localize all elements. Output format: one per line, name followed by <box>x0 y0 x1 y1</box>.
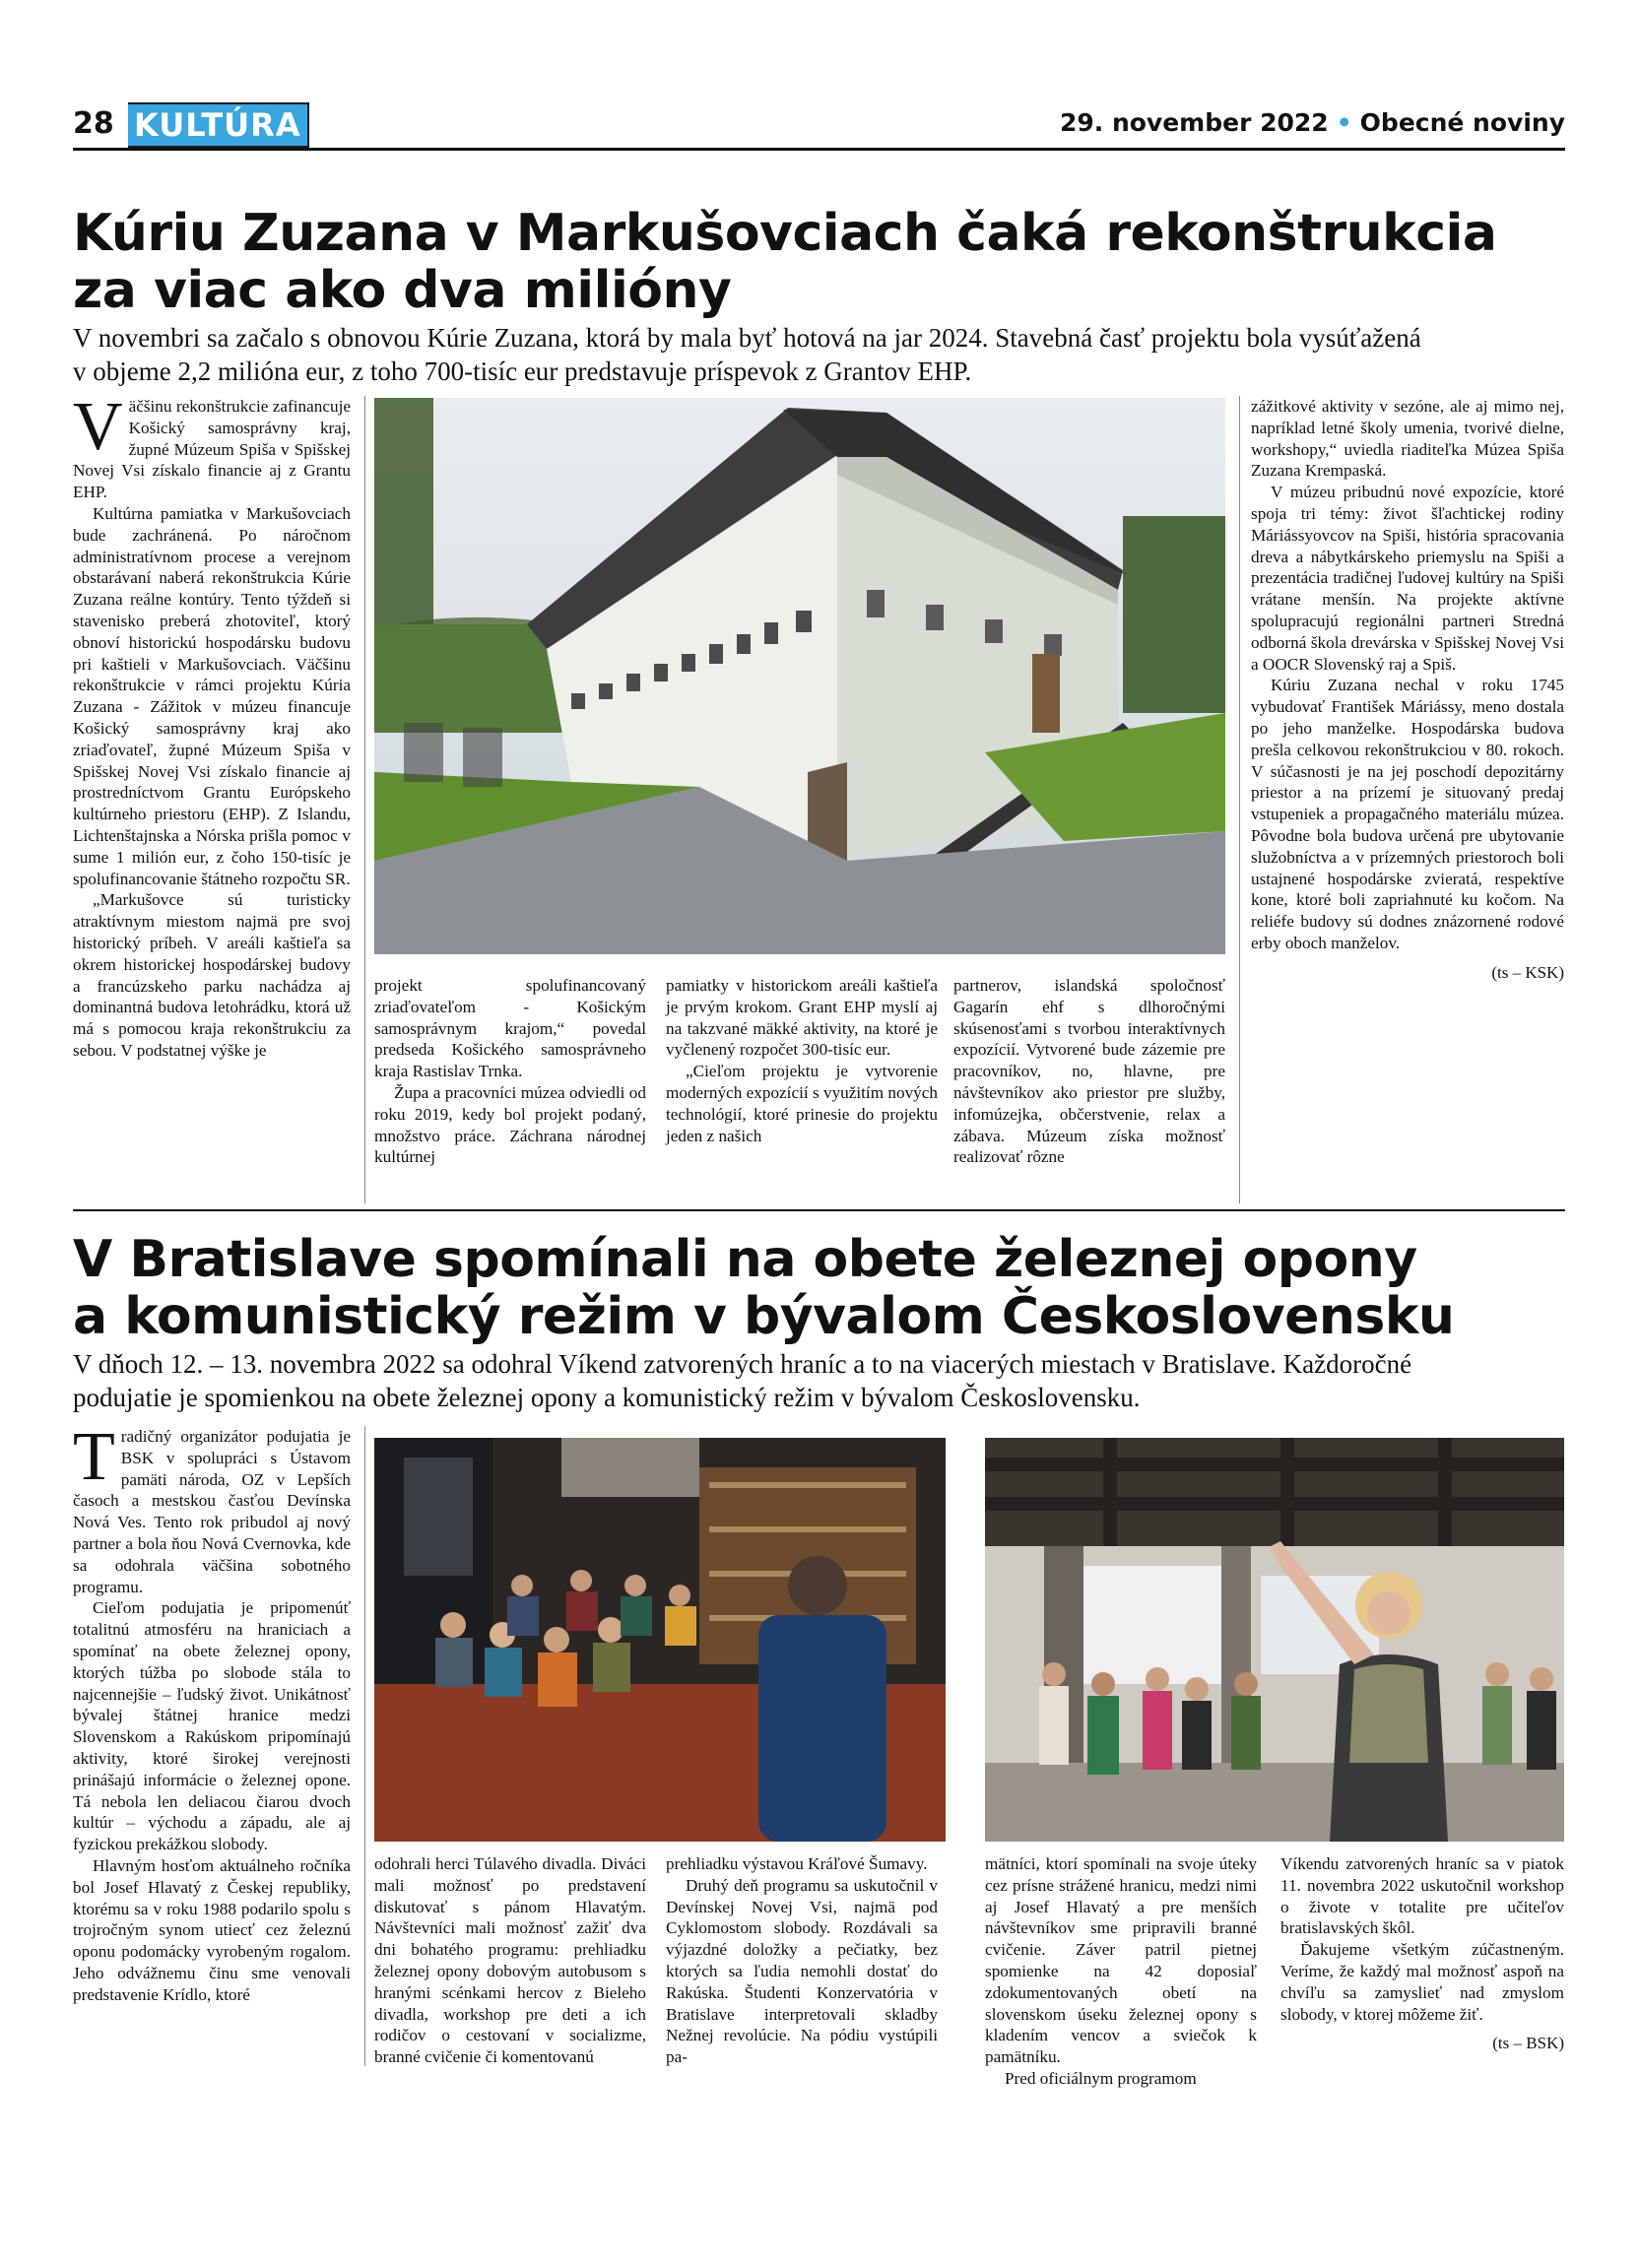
article1-column-1 <box>73 389 351 1062</box>
article2-photo-audience <box>374 1438 946 1842</box>
publication-name: Obecné noviny <box>1359 108 1565 137</box>
article1-paragraph: zážitkové aktivity v sezóne, ale aj mimo nej, napríklad letné školy umenia, tvorivé dielne, workshopy,“ uviedla riaditeľka Múzea Spiša Zuzana Krempaská. <box>1251 397 1564 481</box>
article2-column-5 <box>1280 1853 1564 2054</box>
article2-paragraph: radičný organizátor podujatia je BSK v spolupráci s Ústavom pamäti národa, OZ v Lepších časoch a mestskou časťou Devínska Nová Ves. Tento rok pribudol aj nový partner a bola ňou Nová Cvernovka, kde sa odohrala väčšina sobotného programu. <box>73 1427 351 1596</box>
audience-photo <box>374 1438 946 1842</box>
article2-paragraph: Druhý deň programu sa uskutočnil v Devínskej Novej Vsi, najmä pod Cyklomostom slobody. Rozdávali sa výjazdné doložky a pečiatky, bez ktorých sa ľudia nemohli dostať do Rakúska. Študenti Konzervatória v Bratislave interpretovali skladby Nežnej revolúcie. Na pódiu vystúpili pa- <box>666 1875 938 2067</box>
article2-drop-cap: T <box>73 1419 115 1495</box>
article1-paragraph: V múzeu pribudnú nové expozície, ktoré spoja tri témy: život šľachtickej rodiny Máriássyovcov na Spiši, história spracovania dreva a nábytkárskeho priemyslu na Spiši a prezentácia tradičnej ľudovej kultúry na Spiši vrátane menšín. Na projekte aktívne spolupracujú regionálni partneri Stredná odborná škola drevárska v Spišskej Novej Vsi a OOCR Slovenský raj a Spiš. <box>1251 483 1564 674</box>
article1-headline <box>73 205 1565 319</box>
article1-drop-cap: V <box>73 389 123 465</box>
article1-paragraph: „Cieľom projektu je vytvorenie moderných expozícií s využitím nových technológií, ktoré prinesie do projektu jeden z našich <box>666 1062 938 1145</box>
article2-column-2 <box>374 1853 646 2068</box>
article2-title-line1: V Bratislave spomínali na obete železnej opony <box>73 1230 1417 1289</box>
article2-column-4 <box>985 1853 1257 2090</box>
article2-column-3 <box>666 1853 938 2068</box>
article2-title-line2: a komunistický režim v bývalom Československu <box>73 1287 1455 1346</box>
column-divider <box>1239 396 1240 1203</box>
article2-column-1 <box>73 1419 351 2006</box>
building-photo <box>374 398 1225 954</box>
article1-paragraph: Župa a pracovníci múzea odviedli od roku 2019, kedy bol projekt podaný, množstvo práce. Záchrana národnej kultúrnej <box>374 1082 646 1167</box>
article1-title-line1: Kúriu Zuzana v Markušovciach čaká rekonštrukcia <box>73 204 1497 263</box>
article1-paragraph: pamiatky v historickom areáli kaštieľa je prvým krokom. Grant EHP myslí aj na takzvané mäkké aktivity, na ktoré je vyčlenený rozpočet 300-tisíc eur. <box>666 976 938 1060</box>
dateline-separator: • <box>1336 108 1352 137</box>
article1-paragraph: Kúriu Zuzana nechal v roku 1745 vybudovať František Máriássy, meno dostala po jeho manželke. Hospodárska budova prešla celkovou rekonštrukciou v 80. rokoch. V súčasnosti je na jej poschodí depozitárny priestor a na prízemí je situovaný predaj vstupeniek a propagačného materiálu múzea. Pôvodne bola budova určená pre ubytovanie služobníctva a v prízemných priestoroch boli ustajnené hospodárske zvieratá, respektíve kone, ktoré boli zapriahnuté ku kočom. Na reliéfe budovy sú dodnes znázornené rodové erby oboch manželov. <box>1251 676 1564 952</box>
article1-column-3 <box>666 975 938 1146</box>
article1-paragraph: Kultúrna pamiatka v Markušovciach bude zachránená. Po náročnom administratívnom procese a verejnom obstarávaní naberá rekonštrukcia Kúrie Zuzana reálne kontúry. Tento týždeň si stavenisko preberá zhotoviteľ, ktorý obnoví historickú hospodársku budovu pri kaštieli v Markušovciach. Väčšinu rekonštrukcie v rámci projektu Kúria Zuzana - Zážitok v múzeu financuje Košický samosprávny kraj ako zriaďovateľ, župné Múzeum Spiša v Spišskej Novej Vsi získalo financie aj prostredníctvom Grantu Európskeho kultúrneho priestoru (EHP). Z Islandu, Lichtenštajnska a Nórska prišla pomoc v sume 1 milión eur, z čoho 150-tisíc je spolufinancovanie štátneho rozpočtu SR. <box>73 503 351 888</box>
article1-paragraph: partnerov, islandská spoločnosť Gagarín ehf s dlhoročnými skúsenosťami s tvorbou interaktívnych expozícií. Vytvorené bude zázemie pre pracovníkov, no, hlavne, pre návštevníkov ako priestor pre služby, infomúzejka, občerstvenie, relax a zábava. Múzeum získa možnosť realizovať rôzne <box>953 976 1225 1167</box>
article1-paragraph: äčšinu rekonštrukcie zafinancuje Košický samosprávny kraj, župné Múzeum Spiša v Spišskej Novej Vsi získalo financie aj z Grantu EHP. <box>73 397 351 502</box>
article1-photo-kuria-zuzana <box>374 398 1225 954</box>
article2-headline <box>73 1231 1565 1345</box>
article1-column-2 <box>374 975 646 1168</box>
article-separator <box>73 1209 1565 1211</box>
performance-photo <box>985 1438 1564 1842</box>
article2-photo-performance <box>985 1438 1564 1842</box>
article1-column-4 <box>953 975 1225 1168</box>
article2-paragraph: Cieľom podujatia je pripomenúť totalitnú atmosféru na hraniciach a spomínať na obete železnej opony, ktorých túžba po slobode stála to najcennejšie – ľudský život. Unikátnosť bývalej štátnej hranice medzi Slovenskom a Rakúskom pripomínajú aktivity, ktoré širokej verejnosti prinášajú informácie o železnej opone. Tá nebola len deliacou čiarou dvoch kultúr – východu a západu, ale aj fyzickou prekážkou slobody. <box>73 1598 351 1854</box>
article2-lead-line2: podujatie je spomienkou na obete železnej opony a komunistický režim v bývalom Československu. <box>73 1383 1141 1412</box>
article2-paragraph: odohrali herci Túlavého divadla. Diváci mali možnosť po predstavení diskutovať s pánom Hlavatým. Návštevníci mali možnosť zažiť dva dni bohatého programu: prehliadku železnej opony dobovým autobusom s hranými scénkami hercov z Bieleho divadla, workshop pre deti a ich rodičov o cestovaní v socializme, branné cvičenie či komentovanú <box>374 1854 646 2067</box>
section-label: KULTÚRA <box>128 102 309 148</box>
article2-paragraph: mätníci, ktorí spomínali na svoje úteky cez prísne strážené hranicu, medzi nimi aj Josef Hlavatý a pre menších návštevníkov sme pripravili branné cvičenie. Záver patril pietnej spomienke na 42 doposiaľ zdokumentovaných obetí na slovenskom úseku železnej opony s kladením vencov a sviečok k pamätníku. <box>985 1854 1257 2067</box>
article2-paragraph: Víkendu zatvorených hraníc sa v piatok 11. novembra 2022 uskutočnil workshop o živote v totalite pre učiteľov bratislavských škôl. <box>1280 1854 1564 1938</box>
article1-signature: (ts – KSK) <box>1491 962 1564 982</box>
article1-paragraph: „Markušovce sú turisticky atraktívnym miestom najmä pre svoj historický príbeh. V areáli kaštieľa sa okrem historickej hospodárskej budovy a francúzskeho parku nachádza aj dominantná budova letohrádku, ktorá už má s pomocou kraja rekonštrukciu za sebou. V podstatnej výške je <box>73 890 351 1060</box>
article2-paragraph: prehliadku výstavou Kráľové Šumavy. <box>666 1854 928 1873</box>
article1-column-5 <box>1251 396 1564 984</box>
article1-lead-line2: v objeme 2,2 milióna eur, z toho 700-tisíc eur predstavuje príspevok z Grantov EHP. <box>73 356 972 386</box>
article2-signature: (ts – BSK) <box>1492 2034 1564 2053</box>
article1-lead-line1: V novembri sa začalo s obnovou Kúrie Zuzana, ktorá by mala byť hotová na jar 2024. Stavebná časť projektu bola vysúťažená <box>73 323 1421 353</box>
column-divider <box>364 1426 365 2066</box>
page-number: 28 <box>73 106 114 141</box>
article2-paragraph: Ďakujeme všetkým zúčastneným. Veríme, že každý mal možnosť aspoň na chvíľu sa zamyslieť nad zmyslom slobody, v ktorej môžeme žiť. <box>1280 1940 1564 2024</box>
article1-title-line2: za viac ako dva milióny <box>73 261 732 320</box>
dateline <box>1060 108 1565 137</box>
article1-lead <box>73 321 1570 388</box>
article2-paragraph: Hlavným hosťom aktuálneho ročníka bol Josef Hlavatý z Českej republiky, ktorému sa v roku 1988 podarilo spolu s trojročným synom utiecť cez železnú oponu podomácky vyrobeným rogalom. Jeho odvážnemu činu sme venovali predstavenie Krídlo, ktoré <box>73 1855 351 2004</box>
article2-paragraph: Pred oficiálnym programom <box>1005 2068 1197 2088</box>
article2-lead-line1: V dňoch 12. – 13. novembra 2022 sa odohral Víkend zatvorených hraníc a to na viacerých miestach v Bratislave. Každoročné <box>73 1349 1412 1379</box>
header-rule <box>73 148 1565 151</box>
column-divider <box>364 396 365 1203</box>
article2-lead <box>73 1347 1570 1414</box>
issue-date: 29. november 2022 <box>1059 108 1329 137</box>
article1-paragraph: projekt spolufinancovaný zriaďovateľom - Košickým samosprávnym krajom,“ povedal predseda Košického samosprávneho kraja Rastislav Trnka. <box>374 976 646 1081</box>
